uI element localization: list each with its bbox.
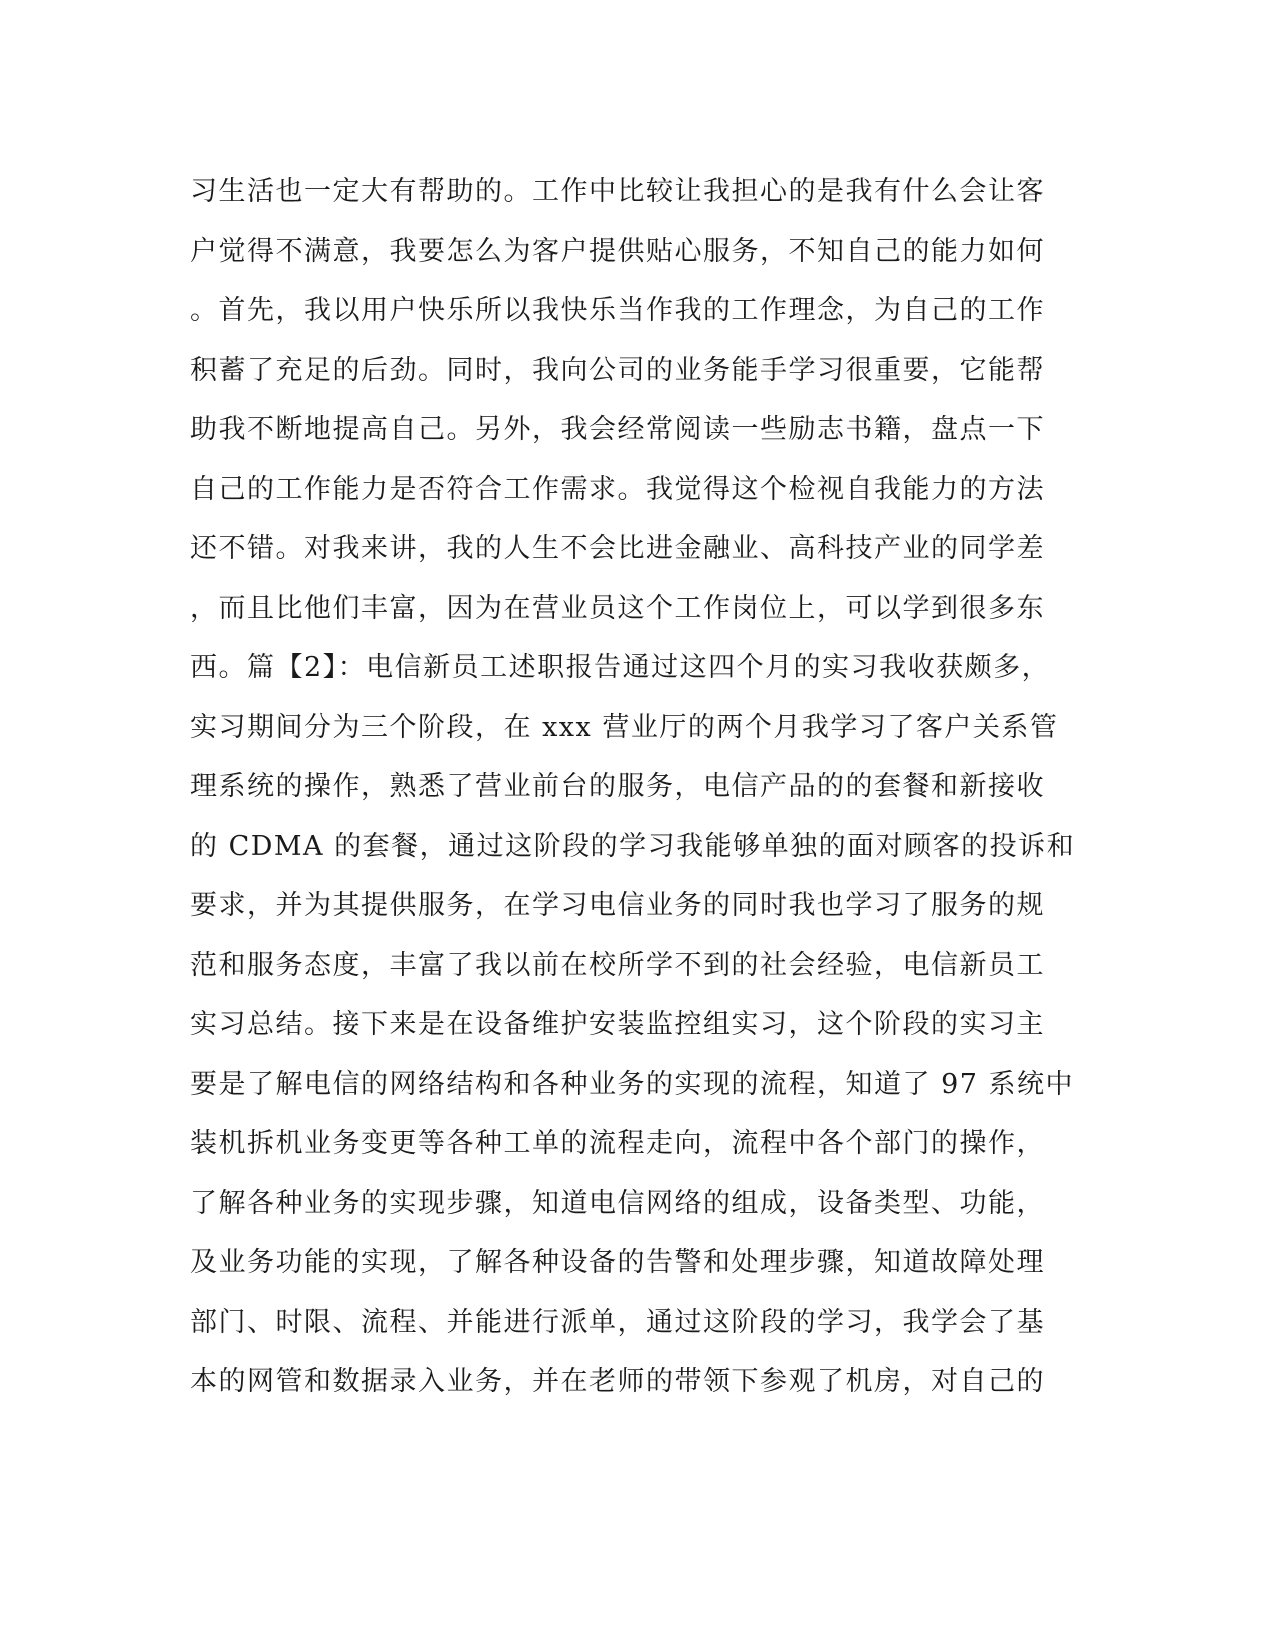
text-line-6: 自己的工作能力是否符合工作需求。我觉得这个检视自我能力的方法 [190, 473, 1045, 505]
text-line-16: 要是了解电信的网络结构和各种业务的实现的流程，知道了 97 系统中 [190, 1068, 1075, 1100]
body-text [190, 162, 1090, 1412]
text-line-3: 。首先，我以用户快乐所以我快乐当作我的工作理念，为自己的工作 [190, 295, 1045, 326]
text-line-18: 了解各种业务的实现步骤，知道电信网络的组成，设备类型、功能， [190, 1187, 1045, 1219]
text-line-13: 要求，并为其提供服务，在学习电信业务的同时我也学习了服务的规 [190, 890, 1045, 921]
text-line-12: 的 CDMA 的套餐，通过这阶段的学习我能够单独的面对顾客的投诉和 [190, 830, 1076, 862]
text-line-7: 还不错。对我来讲，我的人生不会比进金融业、高科技产业的同学差 [190, 533, 1045, 564]
text-line-5: 助我不断地提高自己。另外，我会经常阅读一些励志书籍，盘点一下 [190, 414, 1045, 445]
text-line-1: 习生活也一定大有帮助的。工作中比较让我担心的是我有什么会让客 [190, 176, 1045, 207]
text-line-19: 及业务功能的实现，了解各种设备的告警和处理步骤，知道故障处理 [190, 1247, 1045, 1278]
text-line-15: 实习总结。接下来是在设备维护安装监控组实习，这个阶段的实习主 [190, 1009, 1045, 1040]
text-line-17: 装机拆机业务变更等各种工单的流程走向，流程中各个部门的操作， [190, 1128, 1045, 1159]
text-line-8: ，而且比他们丰富，因为在营业员这个工作岗位上，可以学到很多东 [190, 592, 1045, 624]
text-line-10: 实习期间分为三个阶段，在 xxx 营业厅的两个月我学习了客户关系管 [190, 711, 1059, 743]
text-line-11: 理系统的操作，熟悉了营业前台的服务，电信产品的的套餐和新接收 [190, 771, 1045, 802]
text-line-2: 户觉得不满意，我要怎么为客户提供贴心服务，不知自己的能力如何 [190, 235, 1045, 267]
text-line-9: 西。篇【2】：电信新员工述职报告通过这四个月的实习我收获颇多， [190, 652, 1051, 683]
text-line-4: 积蓄了充足的后劲。同时，我向公司的业务能手学习很重要，它能帮 [190, 354, 1045, 386]
text-line-14: 范和服务态度，丰富了我以前在校所学不到的社会经验，电信新员工 [190, 949, 1045, 981]
text-line-20: 部门、时限、流程、并能进行派单，通过这阶段的学习，我学会了基 [190, 1306, 1045, 1338]
text-line-21: 本的网管和数据录入业务，并在老师的带领下参观了机房，对自己的 [190, 1366, 1045, 1397]
